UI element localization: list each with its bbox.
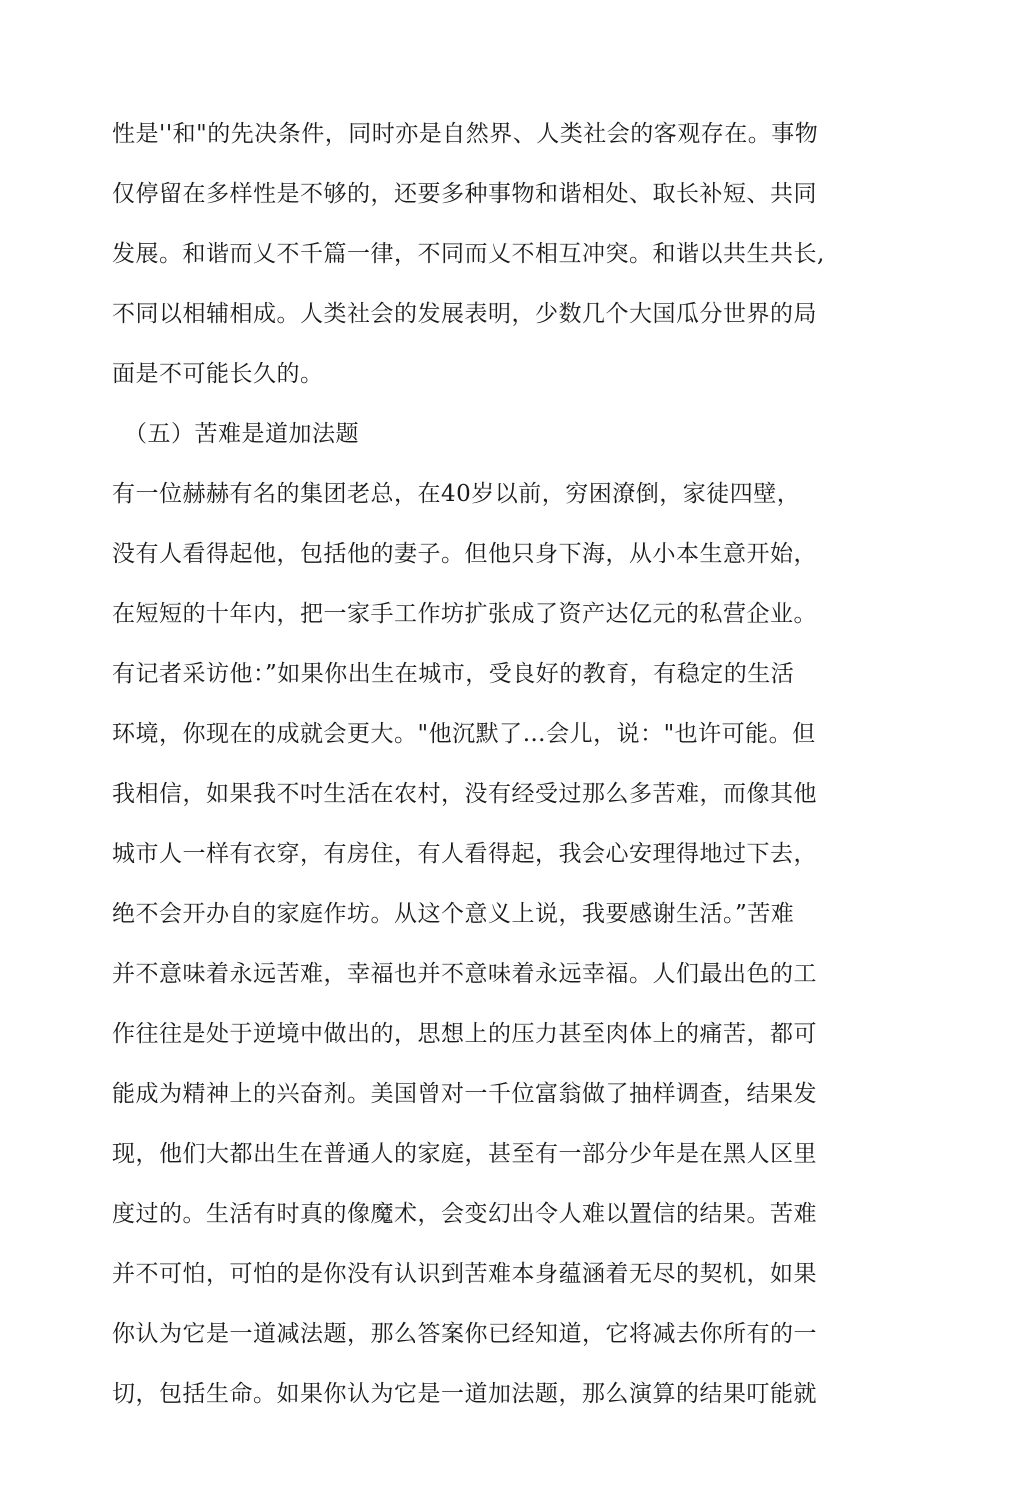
text-line: 切，包括生命。如果你认为它是一道加法题，那么演算的结果叮能就 xyxy=(112,1381,817,1407)
text-line: 没有人看得起他，包括他的妻子。但他只身下海，从小本生意开始， xyxy=(112,541,817,567)
text-line: 城市人一样有衣穿，有房住，有人看得起，我会心安理得地过下去， xyxy=(112,841,817,867)
text-line: 我相信，如果我不吋生活在农村，没有经受过那么多苦难，而像其他 xyxy=(112,781,817,807)
text-line: 作往往是处于逆境中做出的，思想上的压力甚至肉体上的痛苦，都可 xyxy=(112,1021,817,1047)
text-line: 绝不会开办自的家庭作坊。从这个意义上说，我要感谢生活。”苦难 xyxy=(112,901,795,927)
text-line: 面是不可能长久的。 xyxy=(112,361,324,387)
text-line: 不同以相辅相成。人类社会的发展表明，少数几个大国瓜分世界的局 xyxy=(112,301,817,327)
text-line: 发展。和谐而乂不千篇一律，不同而乂不相互冲突。和谐以共生共长, xyxy=(112,241,825,267)
text-line: 在短短的十年内，把一家手工作坊扩张成了资产达亿元的私营企业。 xyxy=(112,601,817,627)
text-line: 并不可怕，可怕的是你没有认识到苦难本身蕴涵着无尽的契机，如果 xyxy=(112,1261,817,1287)
text-line: 环境，你现在的成就会更大。"他沉默了…会儿，说："也许可能。但 xyxy=(112,721,816,747)
text-line: 有一位赫赫有名的集团老总，在40岁以前，穷困潦倒，家徒四壁， xyxy=(112,481,801,507)
text-line: 仅停留在多样性是不够的，还要多种事物和谐相处、取长补短、共同 xyxy=(112,181,817,207)
text-line: 并不意味着永远苦难，幸福也并不意味着永远幸福。人们最出色的工 xyxy=(112,961,817,987)
text-line: 度过的。生活有时真的像魔术，会变幻出令人难以置信的结果。苦难 xyxy=(112,1201,817,1227)
text-line: 现，他们大都出生在普通人的家庭，甚至有一部分少年是在黑人区里 xyxy=(112,1141,817,1167)
text-line: 能成为精神上的兴奋剂。美国曾对一千位富翁做了抽样调查，结果发 xyxy=(112,1081,817,1107)
text-line: 有记者采访他：”如果你出生在城市，受良好的教育，有稳定的生活 xyxy=(112,661,795,687)
text-line: 性是''和"的先决条件，同时亦是自然界、人类社会的客观存在。事物 xyxy=(112,121,819,147)
section-heading: （五）苦难是道加法题 xyxy=(124,421,359,447)
text-line: 你认为它是一道减法题，那么答案你已经知道，它将减去你所有的一 xyxy=(112,1321,817,1347)
